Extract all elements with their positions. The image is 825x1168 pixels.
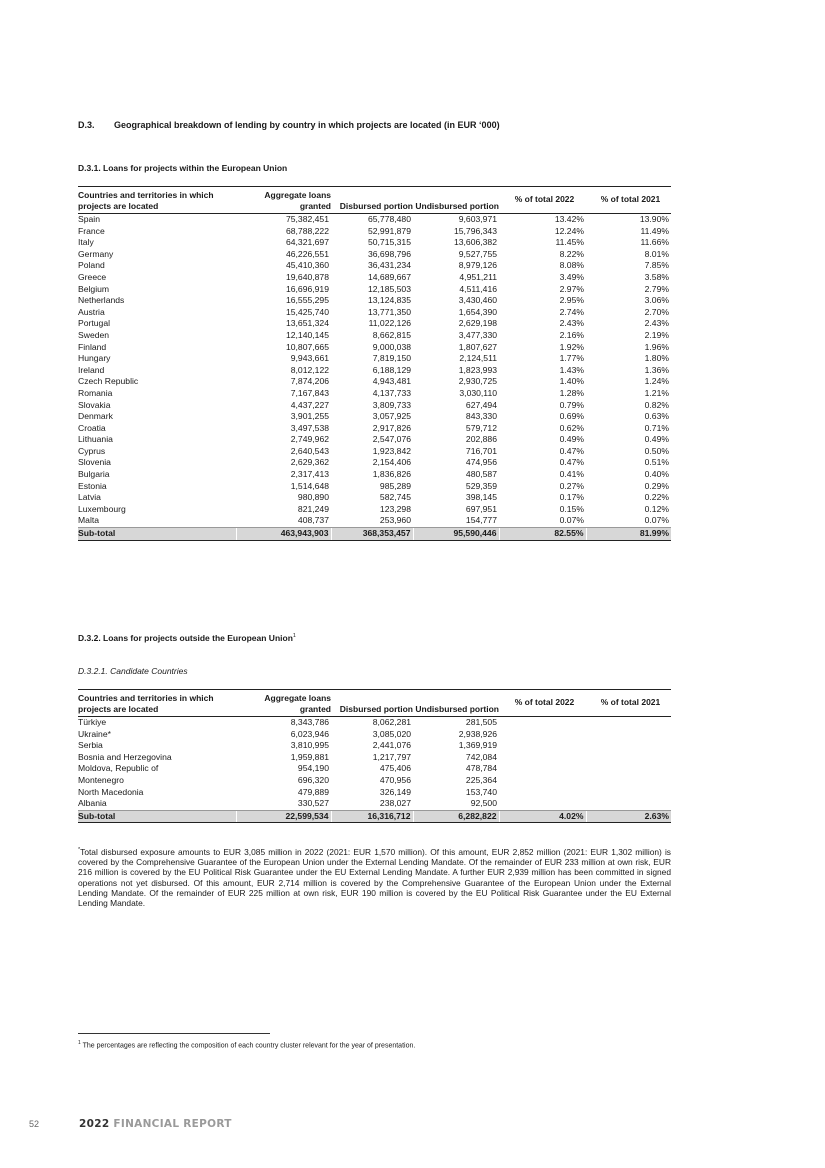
table-cell xyxy=(499,717,586,729)
table-cell: 1,807,627 xyxy=(458,341,497,352)
table-row xyxy=(78,226,671,238)
table-cell: 742,084 xyxy=(465,751,497,762)
table-row xyxy=(78,318,671,330)
header-pct-2022: % of total 2022 xyxy=(499,690,586,717)
table-cell: 19,640,878 xyxy=(285,271,329,282)
table-cell: 68,788,222 xyxy=(285,225,329,236)
table-row xyxy=(78,515,671,527)
header-aggregate: Aggregate loans granted xyxy=(236,690,331,717)
table-cell: 0.47% xyxy=(559,457,584,468)
footnote-marker: 1 xyxy=(78,1040,81,1046)
table-cell: Belgium xyxy=(78,283,110,294)
table-cell: 8.01% xyxy=(644,248,669,259)
subtotal-cell: 4.02% xyxy=(499,810,586,823)
table-cell: Ireland xyxy=(78,364,105,375)
subtotal-cell: 82.55% xyxy=(499,528,586,541)
table-cell: 1.80% xyxy=(644,353,669,364)
table-cell: 1,654,390 xyxy=(458,306,497,317)
table-cell: Sweden xyxy=(78,329,110,340)
table-cell: 2,930,725 xyxy=(458,376,497,387)
table-cell xyxy=(499,740,586,752)
table-row xyxy=(78,717,671,729)
table-cell: 36,698,796 xyxy=(367,248,411,259)
table-cell: Latvia xyxy=(78,492,101,503)
table-cell: 475,406 xyxy=(379,763,411,774)
table-row xyxy=(78,342,671,354)
table-row xyxy=(78,787,671,799)
table-cell: 4,137,733 xyxy=(372,387,411,398)
table-cell: 11.66% xyxy=(640,237,669,248)
table-cell: 13,606,382 xyxy=(453,237,497,248)
table-cell: 12.24% xyxy=(554,225,584,236)
table-cell: 3.06% xyxy=(644,295,669,306)
header-country: Countries and territories in which projects are located xyxy=(78,187,236,214)
table-cell: 3,810,995 xyxy=(290,740,329,751)
table-row xyxy=(78,434,671,446)
eu-loans-table xyxy=(78,186,671,541)
table-cell: 0.07% xyxy=(644,515,669,526)
table-cell: 1.92% xyxy=(559,341,584,352)
table-cell: 11.45% xyxy=(555,237,584,248)
table-cell: 2.16% xyxy=(559,329,584,340)
section-title: Geographical breakdown of lending by country in which projects are located (in EUR ‘000) xyxy=(114,120,500,130)
table-cell: Malta xyxy=(78,515,100,526)
table-cell xyxy=(586,787,671,799)
table-cell: 529,359 xyxy=(465,480,497,491)
table-cell: 1.36% xyxy=(644,364,669,375)
table-cell: Cyprus xyxy=(78,445,106,456)
table-cell: 2,547,076 xyxy=(372,434,411,445)
table-cell: Denmark xyxy=(78,411,113,422)
table-cell: 2.19% xyxy=(644,329,669,340)
table-row xyxy=(78,295,671,307)
table-cell: 0.29% xyxy=(644,480,669,491)
table-cell: Türkiye xyxy=(78,717,107,727)
table-cell: 326,149 xyxy=(379,786,411,797)
table-cell: 479,889 xyxy=(297,786,329,797)
header-pct-2021: % of total 2021 xyxy=(586,187,671,214)
table-cell: 1.21% xyxy=(644,387,669,398)
table-cell: 1.24% xyxy=(644,376,669,387)
table-cell: 281,505 xyxy=(465,717,497,727)
table-cell: 696,320 xyxy=(297,774,329,785)
report-brand xyxy=(79,1118,232,1130)
report-name: FINANCIAL REPORT xyxy=(113,1118,232,1130)
table-cell: 0.40% xyxy=(644,469,669,480)
table-cell: 3.58% xyxy=(644,271,669,282)
table-cell xyxy=(586,752,671,764)
table-cell: 2.79% xyxy=(644,283,669,294)
non-eu-heading-text: D.3.2. Loans for projects outside the European Union xyxy=(78,633,293,643)
header-aggregate: Aggregate loans granted xyxy=(236,187,331,214)
subtotal-cell: Sub-total xyxy=(78,810,236,823)
table-row xyxy=(78,775,671,787)
table-cell: Austria xyxy=(78,306,105,317)
table-cell xyxy=(499,787,586,799)
table-row xyxy=(78,330,671,342)
table-row xyxy=(78,752,671,764)
subtotal-cell: Sub-total xyxy=(78,528,236,541)
table-cell: 1.43% xyxy=(559,364,584,375)
table-row xyxy=(78,469,671,481)
table-cell: Poland xyxy=(78,260,105,271)
table-cell: Hungary xyxy=(78,353,111,364)
table-cell: 2.97% xyxy=(559,283,584,294)
table-cell: 3,477,330 xyxy=(458,329,497,340)
table-cell: 1.40% xyxy=(559,376,584,387)
table-cell: 4,511,416 xyxy=(459,283,497,294)
subtotal-cell: 81.99% xyxy=(586,528,671,541)
table-cell: 582,745 xyxy=(379,492,411,503)
table-cell: Netherlands xyxy=(78,295,125,306)
table-cell: 0.17% xyxy=(559,492,584,503)
table-cell: 3,085,020 xyxy=(372,728,411,739)
table-cell: 474,956 xyxy=(465,457,497,468)
table-cell: 2,317,413 xyxy=(290,469,329,480)
table-cell: Bulgaria xyxy=(78,469,110,480)
table-cell: Czech Republic xyxy=(78,376,139,387)
table-cell: 123,298 xyxy=(379,503,411,514)
table-cell xyxy=(586,775,671,787)
table-cell xyxy=(499,752,586,764)
table-cell: 64,321,697 xyxy=(285,237,329,248)
table-cell: 11,022,126 xyxy=(368,318,411,329)
table-cell: 3,809,733 xyxy=(372,399,411,410)
table-cell: 45,410,360 xyxy=(285,260,329,271)
table-cell: Albania xyxy=(78,798,107,809)
table-cell: 9,527,755 xyxy=(458,248,497,259)
table-cell: 52,991,879 xyxy=(367,225,411,236)
table-cell: 225,364 xyxy=(465,774,497,785)
table-cell: 480,587 xyxy=(465,469,497,480)
subtotal-cell: 463,943,903 xyxy=(236,528,331,541)
table-cell: 4,951,211 xyxy=(459,271,497,282)
section-number: D.3. xyxy=(78,120,95,130)
table-row xyxy=(78,260,671,272)
table-cell: 46,226,551 xyxy=(285,248,329,259)
table-cell: 4,437,227 xyxy=(290,399,329,410)
table-cell: Serbia xyxy=(78,740,103,751)
table-row xyxy=(78,423,671,435)
table-row xyxy=(78,388,671,400)
table-cell: 3,030,110 xyxy=(459,387,497,398)
table-cell: 4,943,481 xyxy=(372,376,411,387)
table-cell: 0.51% xyxy=(644,457,669,468)
table-cell: 16,555,295 xyxy=(285,295,329,306)
table-cell: Moldova, Republic of xyxy=(78,763,159,774)
subtotal-cell: 368,353,457 xyxy=(331,528,413,541)
table-row xyxy=(78,446,671,458)
table-cell: 13,124,835 xyxy=(367,295,411,306)
table-cell: North Macedonia xyxy=(78,786,144,797)
table-cell: 0.47% xyxy=(559,445,584,456)
table-cell: 2.43% xyxy=(559,318,584,329)
table-cell: Croatia xyxy=(78,422,106,433)
table-cell: 0.15% xyxy=(559,503,584,514)
table-cell: 697,951 xyxy=(465,503,497,514)
table-cell xyxy=(586,717,671,729)
table-cell: 9,603,971 xyxy=(458,214,497,224)
table-cell xyxy=(499,798,586,810)
table-cell: 13,651,324 xyxy=(285,318,329,329)
table-cell: 1.77% xyxy=(559,353,584,364)
table-cell xyxy=(586,763,671,775)
table-cell xyxy=(586,729,671,741)
table-cell: 985,289 xyxy=(379,480,411,491)
footnote-text: The percentages are reflecting the composition of each country cluster relevant for the year of presentation. xyxy=(82,1042,416,1050)
table-cell: 2.70% xyxy=(644,306,669,317)
table-cell: 0.62% xyxy=(559,422,584,433)
table-cell: 8.22% xyxy=(559,248,584,259)
table-row xyxy=(78,237,671,249)
table-cell: 0.49% xyxy=(559,434,584,445)
page-number: 52 xyxy=(29,1119,40,1129)
table-cell: 11.49% xyxy=(640,225,669,236)
subtotal-row xyxy=(78,528,671,541)
table-row xyxy=(78,457,671,469)
table-cell: 16,696,919 xyxy=(285,283,329,294)
table-cell: 1,823,993 xyxy=(458,364,497,375)
subtotal-cell: 95,590,446 xyxy=(413,528,499,541)
table-cell: 2,938,926 xyxy=(458,728,497,739)
table-cell: 2,441,076 xyxy=(372,740,411,751)
table-cell: 0.49% xyxy=(644,434,669,445)
table-cell: 627,494 xyxy=(465,399,497,410)
table-row xyxy=(78,798,671,810)
table-cell: 202,886 xyxy=(465,434,497,445)
table-cell: 10,807,665 xyxy=(285,341,329,352)
table-row xyxy=(78,249,671,261)
table-row xyxy=(78,763,671,775)
table-cell: 0.12% xyxy=(644,503,669,514)
table-cell: 12,185,503 xyxy=(367,283,411,294)
table-cell: 92,500 xyxy=(470,798,497,809)
footnote-divider xyxy=(78,1033,270,1034)
table-cell: 3,057,925 xyxy=(372,411,411,422)
header-country: Countries and territories in which projects are located xyxy=(78,690,236,717)
table-row xyxy=(78,376,671,388)
table-row xyxy=(78,400,671,412)
table-cell: 1,514,648 xyxy=(290,480,329,491)
table-cell: 470,956 xyxy=(379,774,411,785)
header-pct-2022: % of total 2022 xyxy=(499,187,586,214)
table-cell: 65,778,480 xyxy=(367,214,411,224)
table-cell: 1,836,826 xyxy=(372,469,411,480)
table-row xyxy=(78,729,671,741)
table-cell: 1.96% xyxy=(644,341,669,352)
table-cell: Lithuania xyxy=(78,434,113,445)
table-cell: 3.49% xyxy=(559,271,584,282)
eu-table-header-row xyxy=(78,187,671,214)
table-cell: 13.90% xyxy=(639,214,669,224)
table-row xyxy=(78,353,671,365)
table-cell: Slovenia xyxy=(78,457,111,468)
table-cell: 253,960 xyxy=(379,515,411,526)
non-eu-table-heading xyxy=(78,633,296,643)
table-row xyxy=(78,492,671,504)
subtotal-cell: 2.63% xyxy=(586,810,671,823)
table-row xyxy=(78,504,671,516)
header-pct-2021: % of total 2021 xyxy=(586,690,671,717)
table-cell: 1,217,797 xyxy=(372,751,411,762)
table-row xyxy=(78,740,671,752)
table-cell: 9,943,661 xyxy=(290,353,329,364)
table-cell: 7.85% xyxy=(644,260,669,271)
table-cell: Germany xyxy=(78,248,114,259)
table-cell: 154,777 xyxy=(465,515,497,526)
table-cell: 843,330 xyxy=(465,411,497,422)
table-cell: 75,382,451 xyxy=(285,214,329,224)
table-cell: Bosnia and Herzegovina xyxy=(78,751,172,762)
section-heading xyxy=(78,120,500,130)
table-cell: 398,145 xyxy=(465,492,497,503)
table-cell: 6,188,129 xyxy=(372,364,411,375)
table-cell: Romania xyxy=(78,387,113,398)
table-cell: 0.27% xyxy=(559,480,584,491)
table-cell: 7,819,150 xyxy=(372,353,411,364)
table-cell: 8.08% xyxy=(559,260,584,271)
candidate-countries-heading: D.3.2.1. Candidate Countries xyxy=(78,666,188,676)
header-disbursed: Disbursed portion xyxy=(331,690,413,717)
table-cell: Luxembourg xyxy=(78,503,126,514)
table-cell: 2.95% xyxy=(559,295,584,306)
table-cell xyxy=(499,763,586,775)
table-cell: Portugal xyxy=(78,318,111,329)
table-cell: 8,343,786 xyxy=(290,717,329,727)
table-cell xyxy=(499,729,586,741)
table-cell: Italy xyxy=(78,237,94,248)
table-cell: 0.41% xyxy=(559,469,584,480)
table-cell: 0.79% xyxy=(559,399,584,410)
table-cell: 1.28% xyxy=(559,387,584,398)
table-cell: Slovakia xyxy=(78,399,111,410)
table-cell: 15,796,343 xyxy=(453,225,497,236)
table-cell: 954,190 xyxy=(297,763,329,774)
header-undisbursed: Undisbursed portion xyxy=(413,187,499,214)
table-cell: 2,629,362 xyxy=(290,457,329,468)
eu-table-heading: D.3.1. Loans for projects within the European Union xyxy=(78,163,288,173)
table-cell: 0.71% xyxy=(644,422,669,433)
table-cell: 8,662,815 xyxy=(372,329,411,340)
table-cell: 153,740 xyxy=(465,786,497,797)
table-row xyxy=(78,365,671,377)
table-cell: 50,715,315 xyxy=(367,237,411,248)
table-cell: 14,689,667 xyxy=(367,271,411,282)
table-cell: 1,923,842 xyxy=(372,445,411,456)
table-row xyxy=(78,272,671,284)
table-cell: 2,629,198 xyxy=(458,318,497,329)
table-cell: 2,749,962 xyxy=(290,434,329,445)
table-cell: 1,959,881 xyxy=(290,751,329,762)
table-cell: Estonia xyxy=(78,480,107,491)
ukraine-note xyxy=(78,845,671,909)
table-row xyxy=(78,481,671,493)
table-cell: 0.50% xyxy=(644,445,669,456)
cand-table-header-row xyxy=(78,690,671,717)
table-cell: 1,369,919 xyxy=(458,740,497,751)
table-cell: 0.07% xyxy=(559,515,584,526)
table-cell xyxy=(499,775,586,787)
table-row xyxy=(78,284,671,296)
note-marker: * xyxy=(78,847,81,853)
table-cell: France xyxy=(78,225,105,236)
table-cell: 8,979,126 xyxy=(458,260,497,271)
table-cell: 7,167,843 xyxy=(290,387,329,398)
table-cell: 716,701 xyxy=(465,445,497,456)
table-cell: 238,027 xyxy=(379,798,411,809)
table-cell: 3,901,255 xyxy=(290,411,329,422)
footnote-ref: 1 xyxy=(292,633,296,640)
table-cell: 2,124,511 xyxy=(459,353,497,364)
table-cell: 2.74% xyxy=(559,306,584,317)
report-year: 2022 xyxy=(79,1118,110,1130)
candidate-countries-table xyxy=(78,689,671,823)
table-cell: Finland xyxy=(78,341,107,352)
table-cell: 2,154,406 xyxy=(372,457,411,468)
note-text: Total disbursed exposure amounts to EUR 3,085 million in 2022 (2021: EUR 1,570 million). Of this amount, EUR 2,852 million (2021: EUR 1,302 million) is covered by the Comprehensive Guarantee of the European Union under the External Lending Mandate. Of the remainder of EUR 233 million at own risk, EUR 216 million is covered by the EU Political Risk Guarantee under the EU External Lending Mandate. A further EUR 2,939 million has been committed in signed operations not yet disbursed. Of this amount, EUR 2,714 million is covered by the Comprehensive Guarantee of the European Union under the External Lending Mandate. Of the remainder of EUR 225 million at own risk, EUR 190 million is covered by the EU Political Risk Guarantee under the EU External Lending Mandate. xyxy=(78,846,671,909)
subtotal-cell: 6,282,822 xyxy=(413,810,499,823)
table-cell: 408,737 xyxy=(297,515,329,526)
table-cell: 15,425,740 xyxy=(285,306,329,317)
table-cell: 330,527 xyxy=(297,798,329,809)
table-cell: 980,890 xyxy=(297,492,329,503)
table-cell: 821,249 xyxy=(297,503,329,514)
table-cell: Montenegro xyxy=(78,774,124,785)
table-cell: Spain xyxy=(78,214,100,224)
table-cell: 13.42% xyxy=(554,214,584,224)
table-cell: 0.82% xyxy=(644,399,669,410)
table-cell: 6,023,946 xyxy=(290,728,329,739)
table-cell: 2.43% xyxy=(644,318,669,329)
table-cell: 0.22% xyxy=(644,492,669,503)
table-row xyxy=(78,411,671,423)
table-cell: Ukraine* xyxy=(78,728,111,739)
table-cell: 2,640,543 xyxy=(290,445,329,456)
table-cell: 3,430,460 xyxy=(458,295,497,306)
table-cell: 7,874,206 xyxy=(290,376,329,387)
table-cell: 8,062,281 xyxy=(372,717,411,727)
table-row xyxy=(78,214,671,226)
table-cell: 9,000,038 xyxy=(372,341,411,352)
header-disbursed: Disbursed portion xyxy=(331,187,413,214)
table-cell: 2,917,826 xyxy=(372,422,411,433)
table-cell: 0.63% xyxy=(644,411,669,422)
table-cell: 36,431,234 xyxy=(367,260,411,271)
table-cell xyxy=(586,740,671,752)
table-cell: 478,784 xyxy=(465,763,497,774)
header-undisbursed: Undisbursed portion xyxy=(413,690,499,717)
table-cell: 0.69% xyxy=(559,411,584,422)
table-cell xyxy=(586,798,671,810)
table-cell: 8,012,122 xyxy=(290,364,329,375)
table-cell: 579,712 xyxy=(465,422,497,433)
table-cell: 3,497,538 xyxy=(290,422,329,433)
table-row xyxy=(78,307,671,319)
table-cell: Greece xyxy=(78,271,107,282)
subtotal-cell: 16,316,712 xyxy=(331,810,413,823)
subtotal-cell: 22,599,534 xyxy=(236,810,331,823)
table-cell: 12,140,145 xyxy=(285,329,329,340)
footnote xyxy=(78,1040,415,1049)
table-cell: 13,771,350 xyxy=(367,306,411,317)
subtotal-row xyxy=(78,810,671,823)
